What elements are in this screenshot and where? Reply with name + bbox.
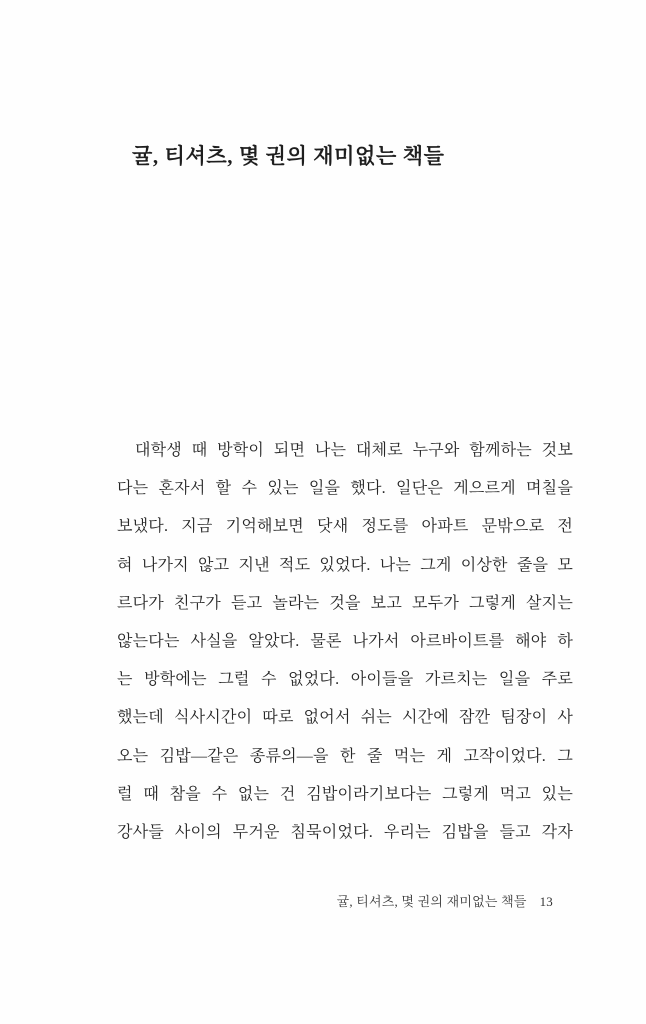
body-paragraph <box>117 432 573 852</box>
text-line: 럴 때 참을 수 없는 건 김밥이라기보다는 그렇게 먹고 있는 <box>117 785 573 803</box>
text-line: 강사들 사이의 무거운 침묵이었다. 우리는 김밥을 들고 각자 <box>117 823 573 841</box>
chapter-title: 귤, 티셔츠, 몇 권의 재미없는 책들 <box>132 144 445 168</box>
text-line: 다는 혼자서 할 수 있는 일을 했다. 일단은 게으르게 며칠을 <box>117 480 573 498</box>
page-footer <box>337 891 553 910</box>
text-line: 했는데 식사시간이 따로 없어서 쉬는 시간에 잠깐 팀장이 사 <box>117 709 573 727</box>
text-line: 않는다는 사실을 알았다. 물론 나가서 아르바이트를 해야 하 <box>117 632 573 650</box>
text-line: 는 방학에는 그럴 수 없었다. 아이들을 가르치는 일을 주로 <box>117 671 573 689</box>
page-number: 13 <box>539 894 553 909</box>
text-line: 대학생 때 방학이 되면 나는 대체로 누구와 함께하는 것보 <box>135 442 573 459</box>
text-line: 보냈다. 지금 기억해보면 닷새 정도를 아파트 문밖으로 전 <box>117 518 573 536</box>
text-line: 오는 김밥—같은 종류의—을 한 줄 먹는 게 고작이었다. 그 <box>117 747 573 765</box>
running-title: 귤, 티셔츠, 몇 권의 재미없는 책들 <box>336 894 527 909</box>
text-line: 혀 나가지 않고 지낸 적도 있었다. 나는 그게 이상한 줄을 모 <box>117 556 573 574</box>
text-line: 르다가 친구가 듣고 놀라는 것을 보고 모두가 그렇게 살지는 <box>117 594 573 612</box>
